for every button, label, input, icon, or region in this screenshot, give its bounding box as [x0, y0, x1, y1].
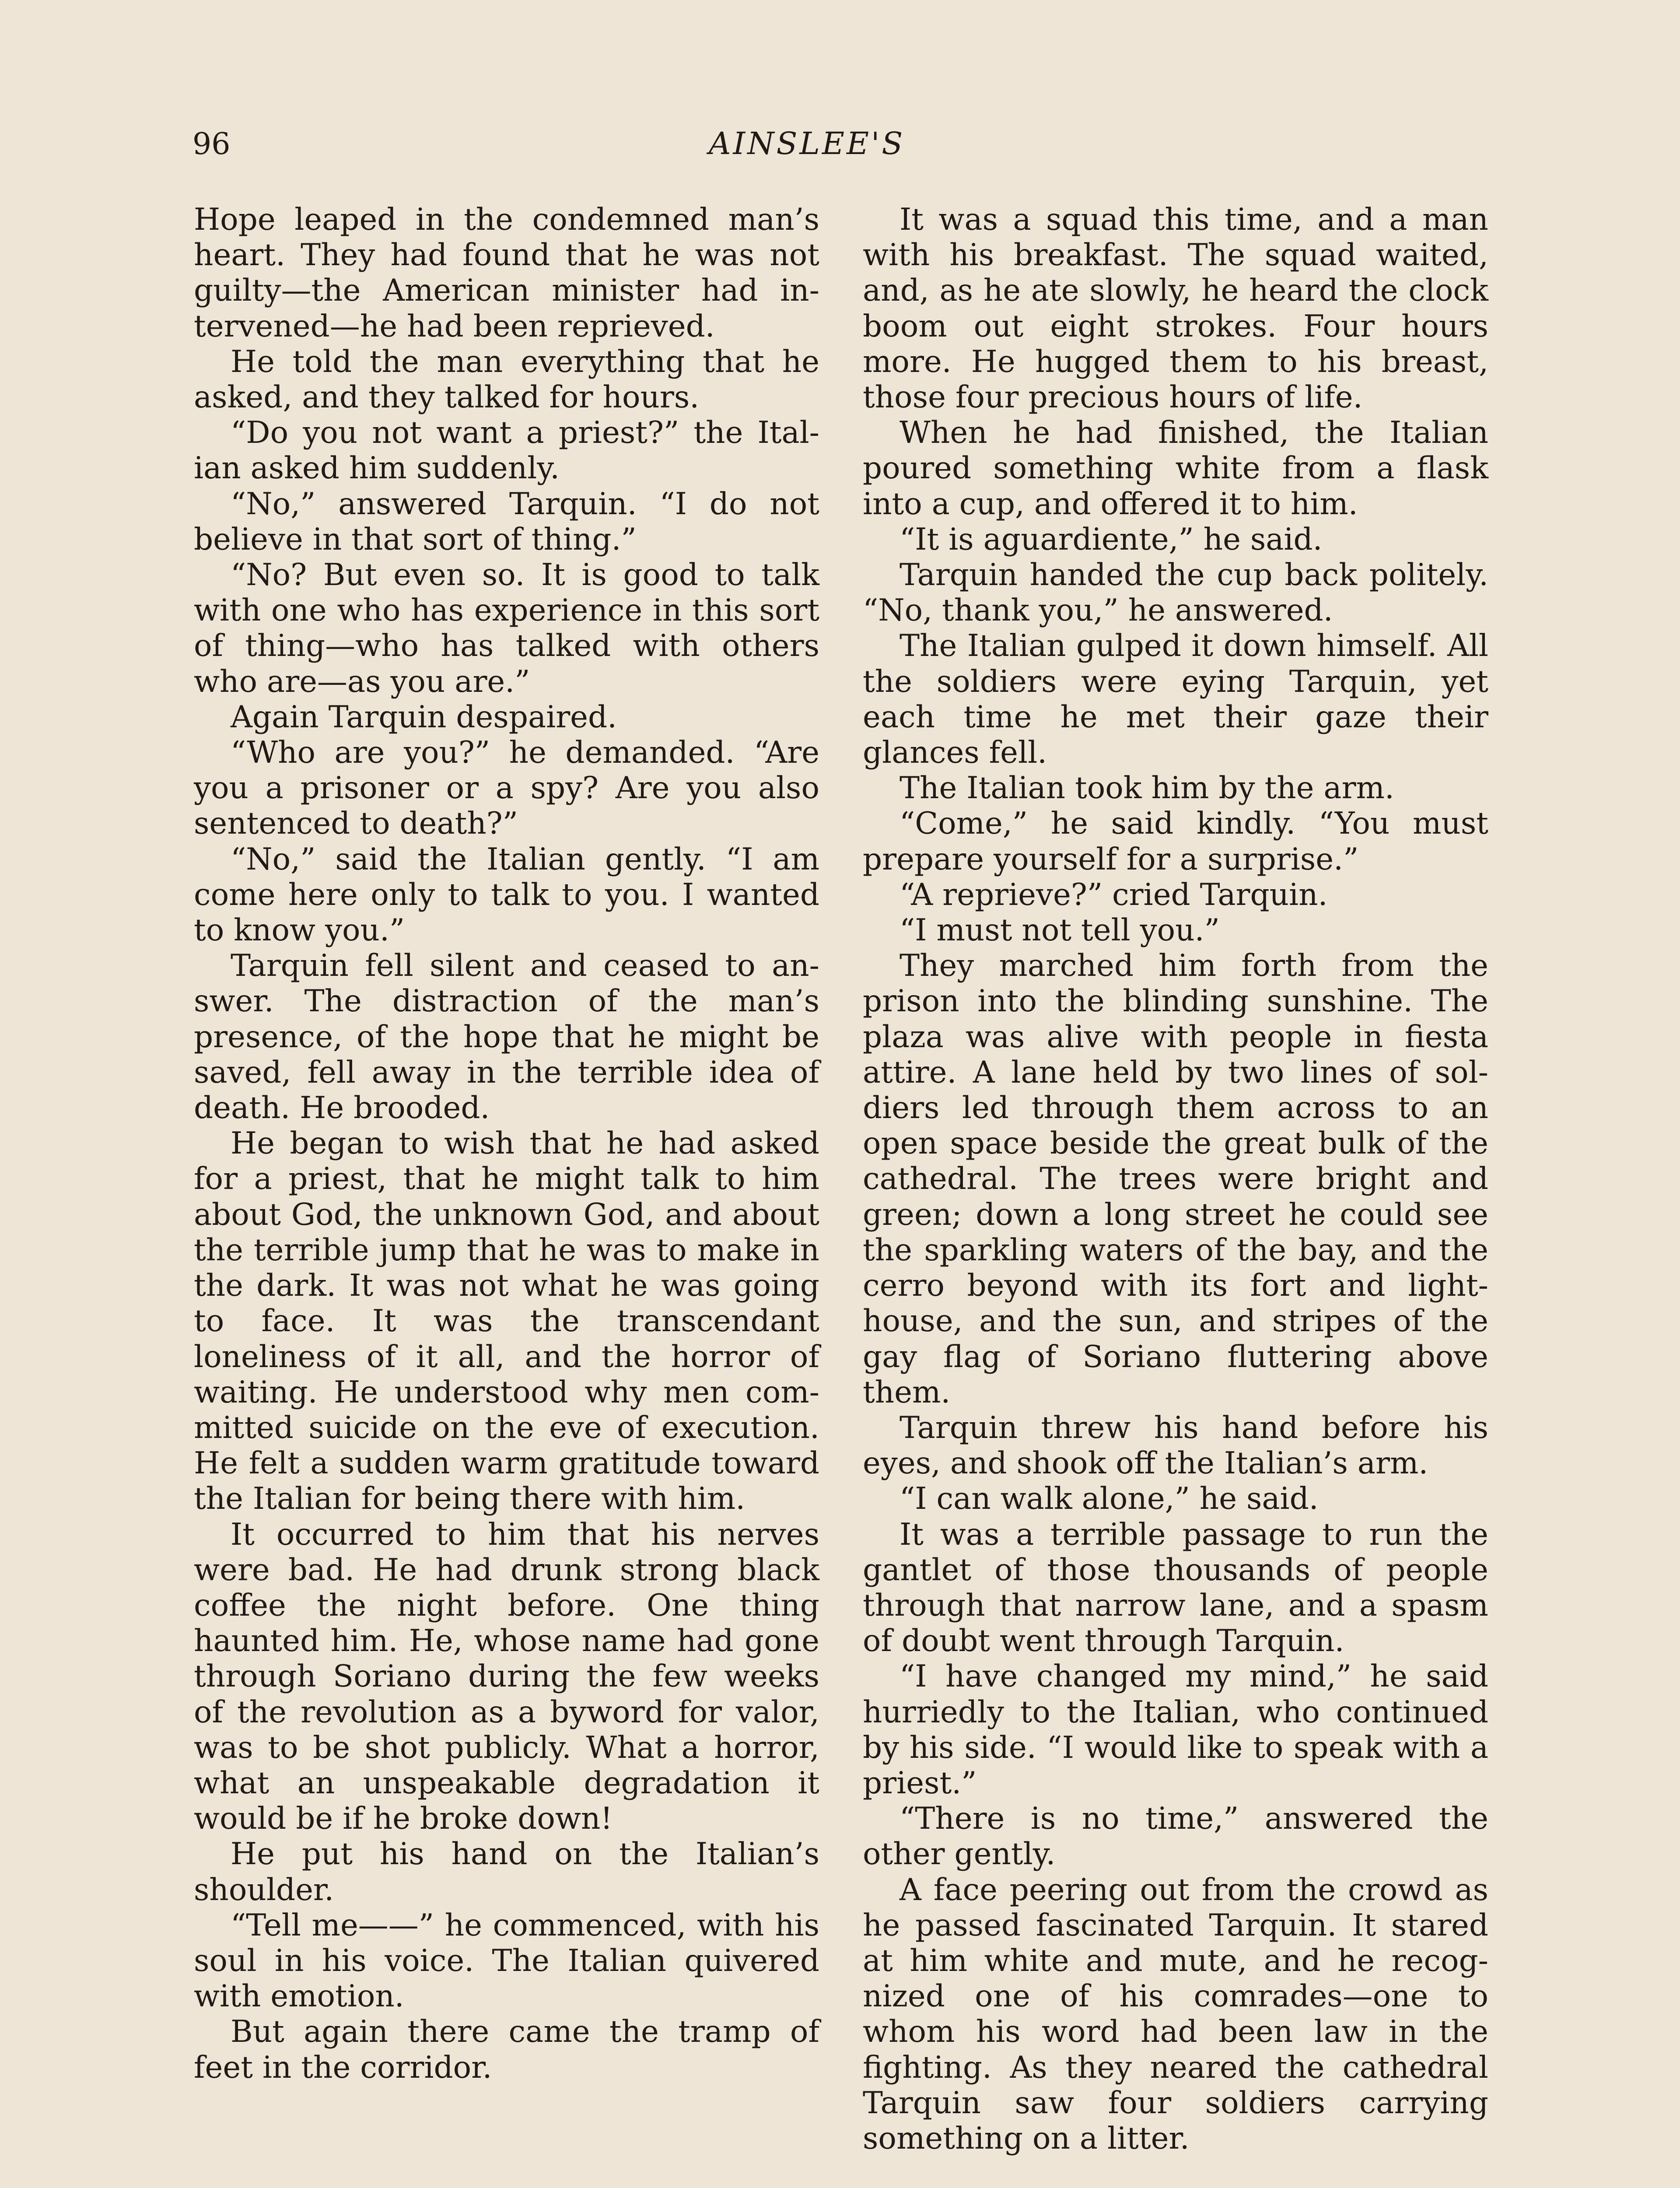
- paragraph: “Tell me——” he commenced, with his soul in his voice. The Italian quivered with emotion.: [194, 1907, 819, 2014]
- paragraph: When he had finished, the Italian poured something white from a flask into a cup, and offered it to him.: [863, 415, 1488, 522]
- paragraph: “A reprieve?” cried Tarquin.: [900, 877, 1328, 912]
- paragraph: Hope leaped in the condemned man’s heart. They had found that he was not guilty—the American minister had intervened—he had been reprieved.: [194, 202, 819, 344]
- running-head: AINSLEE'S: [709, 126, 905, 161]
- page-number: 96: [192, 127, 231, 161]
- paragraph: “No? But even so. It is good to talk with one who has experience in this sort of thing—who has talked with others who are—as you are.”: [194, 558, 819, 699]
- paragraph: “Do you not want a priest?” the Italian asked him suddenly.: [194, 415, 819, 486]
- paragraph: Tarquin threw his hand before his eyes, and shook off the Italian’s arm.: [863, 1410, 1488, 1481]
- paragraph: But again there came the tramp of feet in the corridor.: [194, 2014, 819, 2085]
- paragraph: “I must not tell you.”: [900, 913, 1220, 948]
- paragraph: “Who are you?” he demanded. “Are you a prisoner or a spy? Are you also sentenced to death?”: [194, 735, 819, 842]
- paragraph: They marched him forth from the prison into the blinding sunshine. The plaza was alive with people in fiesta attire. A lane held by two lines of soldiers led through them across to an open space beside the great bulk of the cathedral. The trees were bright and green; down a long street he could see the sparkling waters of the bay, and the cerro beyond with its fort and lighthouse, and the sun, and stripes of the gay flag of Soriano fluttering above them.: [863, 948, 1488, 1410]
- paragraph: “It is aguardiente,” he said.: [900, 522, 1323, 557]
- paragraph: “No,” answered Tarquin. “I do not believe in that sort of thing.”: [194, 486, 819, 557]
- paragraph: Tarquin handed the cup back politely. “No, thank you,” he answered.: [863, 558, 1488, 628]
- right-column: [863, 202, 1488, 2156]
- paragraph: The Italian took him by the arm.: [900, 771, 1394, 806]
- paragraph: He began to wish that he had asked for a priest, that he might talk to him about God, the unknown God, and about the terrible jump that he was to make in the dark. It was not what he was going to face. It was the transcendant loneliness of it all, and the horror of waiting. He understood why men committed suicide on the eve of execution. He felt a sudden warm gratitude toward the Italian for being there with him.: [194, 1126, 819, 1517]
- paragraph: “No,” said the Italian gently. “I am come here only to talk to you. I wanted to know you.”: [194, 842, 819, 948]
- paragraph: It was a squad this time, and a man with his breakfast. The squad waited, and, as he ate slowly, he heard the clock boom out eight strokes. Four hours more. He hugged them to his breast, those four precious hours of life.: [863, 202, 1488, 415]
- paragraph: A face peering out from the crowd as he passed fascinated Tarquin. It stared at him white and mute, and he recognized one of his comrades—one to whom his word had been law in the fighting. As they neared the cathedral Tarquin saw four soldiers carrying something on a litter.: [863, 1872, 1488, 2156]
- paragraph: The Italian gulped it down himself. All the soldiers were eying Tarquin, yet each time he met their gaze their glances fell.: [863, 628, 1488, 771]
- paragraph: It was a terrible passage to run the gantlet of those thousands of people through that narrow lane, and a spasm of doubt went through Tarquin.: [863, 1517, 1488, 1659]
- paragraph: It occurred to him that his nerves were bad. He had drunk strong black coffee the night before. One thing haunted him. He, whose name had gone through Soriano during the few weeks of the revolution as a byword for valor, was to be shot publicly. What a horror, what an unspeakable degradation it would be if he broke down!: [194, 1517, 819, 1837]
- paragraph: “I can walk alone,” he said.: [900, 1481, 1319, 1517]
- paragraph: Again Tarquin despaired.: [231, 699, 617, 735]
- paragraph: Tarquin fell silent and ceased to answer. The distraction of the man’s presence, of the hope that he might be saved, fell away in the terrible idea of death. He brooded.: [194, 948, 819, 1126]
- paragraph: “Come,” he said kindly. “You must prepare yourself for a surprise.”: [863, 806, 1488, 877]
- paragraph: “There is no time,” answered the other gently.: [863, 1801, 1488, 1872]
- paragraph: “I have changed my mind,” he said hurriedly to the Italian, who continued by his side. “I would like to speak with a priest.”: [863, 1659, 1488, 1801]
- paragraph: He told the man everything that he asked, and they talked for hours.: [194, 344, 819, 415]
- left-column: [194, 202, 819, 2086]
- paragraph: He put his hand on the Italian’s shoulder.: [194, 1837, 819, 1907]
